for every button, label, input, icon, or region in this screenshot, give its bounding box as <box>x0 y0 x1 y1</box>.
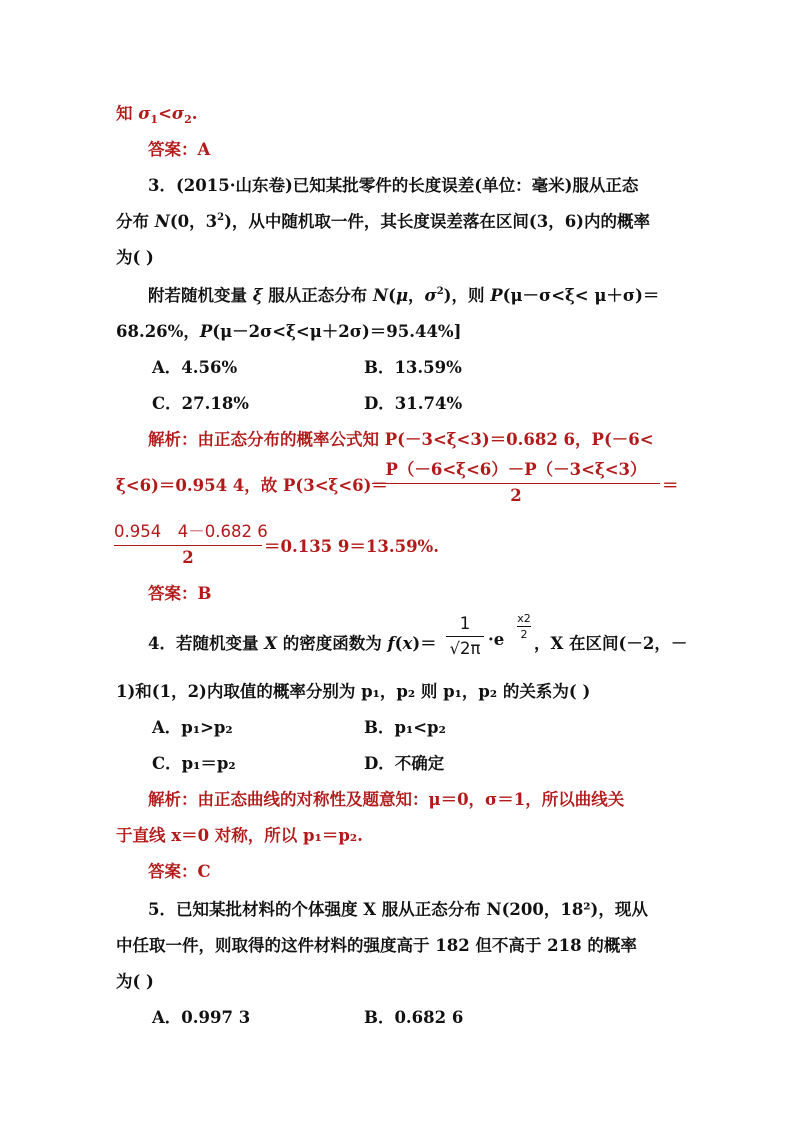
q3-option-a[interactable]: A．4.56% <box>152 358 238 377</box>
q4-analysis-line1: 解析：由正态曲线的对称性及题意知：μ＝0，σ＝1，所以曲线关 <box>148 790 625 809</box>
q3-analysis-equals: ＝ <box>662 476 679 495</box>
q3-stem-line1: 3．(2015·山东卷)已知某批零件的长度误差(单位：毫米)服从正态 <box>148 176 639 195</box>
q3-stem-line2: 分布 N(0，$3^2$)，从中随机取一件，其长度误差落在区间(3，6)内的概率 <box>116 212 650 231</box>
q5-stem-line3: 为( ) <box>116 972 154 991</box>
q4-analysis-line2: 于直线 x＝0 对称，所以 p₁＝p₂. <box>116 826 363 845</box>
q2-answer: 答案：A <box>148 140 211 159</box>
q5-option-a[interactable]: A．0.997 3 <box>152 1008 251 1027</box>
q5-option-b[interactable]: B．0.682 6 <box>364 1008 464 1027</box>
q4-analysis-label: 解析 <box>148 790 181 809</box>
q4-exponent-fraction: x2 2 <box>517 612 531 641</box>
q3-analysis-line3: ＝0.135 9＝13.59%. <box>264 537 439 556</box>
q3-analysis-fraction2: 0.954 4－0.682 6 2 <box>114 522 268 567</box>
q3-option-d[interactable]: D．31.74% <box>364 394 463 413</box>
q3-option-b[interactable]: B．13.59% <box>364 358 462 377</box>
q3-analysis-label: 解析 <box>148 430 181 449</box>
q5-stem-line2: 中任取一件，则取得的这件材料的强度高于 182 但不高于 218 的概率 <box>116 936 637 955</box>
q4-stem-line1: 4．若随机变量 X 的密度函数为 f(x)＝ <box>148 634 437 653</box>
q3-stem-line3: 为( ) <box>116 248 154 267</box>
q3-analysis-line1: 解析：由正态分布的概率公式知 P(－3<ξ<3)＝0.682 6，P(－6< <box>148 430 654 449</box>
q4-option-d[interactable]: D．不确定 <box>364 754 445 773</box>
q4-option-a[interactable]: A．p₁>p₂ <box>152 718 233 737</box>
q3-analysis-line2: ξ<6)＝0.954 4，故 P(3<ξ<6)＝ <box>116 476 388 495</box>
q4-stem-line1-end: ，X 在区间(－2，－ <box>534 634 688 653</box>
q3-option-c[interactable]: C．27.18% <box>152 394 249 413</box>
q2-tail: 知 $\sigma_1<\sigma_2$. <box>116 104 198 126</box>
q4-density-fraction: 1 √2π <box>446 614 484 658</box>
q3-note-line2: 68.26%，P(μ－2σ<ξ<μ＋2σ)＝95.44%] <box>116 322 462 341</box>
q4-answer: 答案：C <box>148 862 211 881</box>
q3-analysis-fraction: P（－6<ξ<6）－P（－3<ξ<3） 2 <box>372 456 660 505</box>
q4-option-b[interactable]: B．p₁<p₂ <box>364 718 446 737</box>
q3-answer: 答案：B <box>148 584 212 603</box>
q4-stem-line2: 1)和(1，2)内取值的概率分别为 p₁，p₂ 则 p₁，p₂ 的关系为( ) <box>116 682 591 701</box>
q4-exp-base: ·e <box>488 630 505 649</box>
q4-option-c[interactable]: C．p₁＝p₂ <box>152 754 236 773</box>
q5-stem-line1: 5．已知某批材料的个体强度 X 服从正态分布 N(200，18²)，现从 <box>148 900 648 919</box>
q3-note-line1: 附若随机变量 ξ 服从正态分布 N(μ，$\sigma^2$)，则 P(μ－σ<ξ< μ＋σ)＝ <box>148 286 660 305</box>
